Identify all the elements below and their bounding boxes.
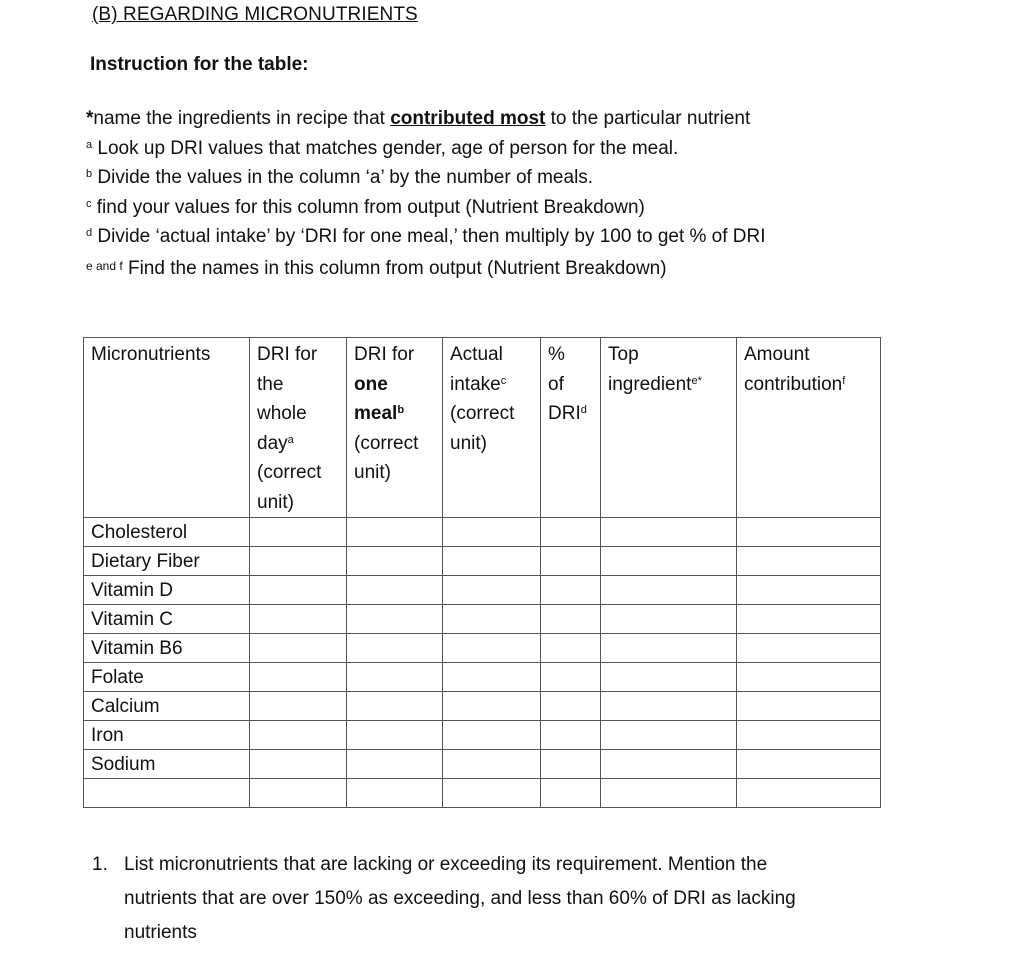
- question-1: [92, 848, 912, 950]
- table-row: [84, 634, 881, 663]
- empty-value-cell: [347, 547, 443, 576]
- empty-value-cell: [541, 663, 601, 692]
- empty-value-cell: [443, 634, 541, 663]
- nutrient-name-cell: Iron: [84, 721, 250, 750]
- header-percent-dri: % of DRI$^d$: [541, 338, 601, 518]
- empty-value-cell: [601, 634, 737, 663]
- empty-value-cell: [601, 663, 737, 692]
- empty-value-cell: [250, 634, 347, 663]
- table-row: [84, 779, 881, 808]
- instruction-title: Instruction for the table:: [90, 54, 309, 75]
- empty-value-cell: [601, 547, 737, 576]
- empty-value-cell: [443, 750, 541, 779]
- instruction-text: find your values for this column from output (Nutrient Breakdown): [91, 196, 645, 218]
- empty-value-cell: [250, 663, 347, 692]
- empty-value-cell: [541, 576, 601, 605]
- header-amount-contribution: Amount contribution$^f$: [737, 338, 881, 518]
- empty-value-cell: [443, 692, 541, 721]
- nutrient-name-cell: Dietary Fiber: [84, 547, 250, 576]
- empty-value-cell: [601, 721, 737, 750]
- nutrient-name-cell: Vitamin C: [84, 605, 250, 634]
- header-micronutrients: Micronutrients: [84, 338, 250, 518]
- table-row: [84, 518, 881, 547]
- table-row: [84, 605, 881, 634]
- empty-value-cell: [347, 518, 443, 547]
- table-row: [84, 547, 881, 576]
- nutrient-name-cell: Folate: [84, 663, 250, 692]
- header-actual-intake: Actual intake$^c$ (correct unit): [443, 338, 541, 518]
- empty-value-cell: [443, 779, 541, 808]
- instruction-text: Look up DRI values that matches gender, age of person for the meal.: [92, 137, 679, 159]
- nutrient-name-cell: [84, 779, 250, 808]
- empty-value-cell: [250, 750, 347, 779]
- section-title: (B) REGARDING MICRONUTRIENTS: [92, 4, 418, 25]
- instruction-marker: e and f: [86, 258, 123, 273]
- instruction-text: name the ingredients in recipe that: [93, 108, 391, 129]
- empty-value-cell: [737, 634, 881, 663]
- empty-value-cell: [737, 547, 881, 576]
- instruction-item: [86, 104, 916, 134]
- empty-value-cell: [347, 779, 443, 808]
- nutrient-name-cell: Cholesterol: [84, 518, 250, 547]
- empty-value-cell: [601, 518, 737, 547]
- empty-value-cell: [443, 547, 541, 576]
- empty-value-cell: [443, 721, 541, 750]
- empty-value-cell: [737, 605, 881, 634]
- empty-value-cell: [541, 634, 601, 663]
- instruction-item: [86, 163, 916, 193]
- instruction-marker: b: [86, 168, 93, 181]
- empty-value-cell: [737, 692, 881, 721]
- header-dri-one-meal: DRI for one meal$^b$ (correct unit): [347, 338, 443, 518]
- empty-value-cell: [737, 663, 881, 692]
- empty-value-cell: [347, 605, 443, 634]
- instruction-emphasis: contributed most: [390, 108, 546, 129]
- empty-value-cell: [443, 663, 541, 692]
- empty-value-cell: [443, 518, 541, 547]
- instruction-text: Find the names in this column from output (Nutrient Breakdown): [122, 257, 667, 279]
- table-row: [84, 721, 881, 750]
- empty-value-cell: [601, 576, 737, 605]
- empty-value-cell: [541, 605, 601, 634]
- nutrient-name-cell: Vitamin D: [84, 576, 250, 605]
- micronutrient-table: [83, 337, 881, 808]
- empty-value-cell: [443, 576, 541, 605]
- table-row: [84, 663, 881, 692]
- nutrient-name-cell: Vitamin B6: [84, 634, 250, 663]
- table-row: [84, 692, 881, 721]
- empty-value-cell: [541, 547, 601, 576]
- nutrient-name-cell: Calcium: [84, 692, 250, 721]
- empty-value-cell: [601, 605, 737, 634]
- question-line: nutrients that are over 150% as exceeding, and less than 60% of DRI as lacking: [124, 888, 796, 909]
- instruction-item: [86, 222, 916, 252]
- empty-value-cell: [737, 721, 881, 750]
- empty-value-cell: [601, 692, 737, 721]
- empty-value-cell: [347, 576, 443, 605]
- empty-value-cell: [347, 634, 443, 663]
- empty-value-cell: [347, 692, 443, 721]
- empty-value-cell: [737, 518, 881, 547]
- empty-value-cell: [541, 750, 601, 779]
- empty-value-cell: [443, 605, 541, 634]
- instruction-marker: c: [86, 197, 92, 210]
- question-line: List micronutrients that are lacking or exceeding its requirement. Mention the: [124, 854, 768, 875]
- empty-value-cell: [347, 663, 443, 692]
- empty-value-cell: [250, 692, 347, 721]
- header-top-ingredient: Top ingredient$^{e*}$: [601, 338, 737, 518]
- instruction-text: to the particular nutrient: [545, 108, 751, 129]
- instruction-text: Divide the values in the column ‘a’ by the number of meals.: [92, 167, 594, 189]
- instruction-item: [86, 193, 916, 223]
- empty-value-cell: [250, 547, 347, 576]
- empty-value-cell: [347, 750, 443, 779]
- question-line: nutrients: [124, 922, 197, 943]
- empty-value-cell: [541, 721, 601, 750]
- empty-value-cell: [541, 692, 601, 721]
- empty-value-cell: [601, 779, 737, 808]
- table-row: [84, 750, 881, 779]
- instruction-list: [86, 104, 916, 284]
- empty-value-cell: [347, 721, 443, 750]
- header-dri-whole-day: DRI for the whole day$^a$ (correct unit): [250, 338, 347, 518]
- empty-value-cell: [250, 518, 347, 547]
- instruction-marker: a: [86, 138, 93, 151]
- question-text: [124, 848, 912, 950]
- question-number: 1.: [92, 854, 108, 875]
- empty-value-cell: [250, 605, 347, 634]
- nutrient-name-cell: Sodium: [84, 750, 250, 779]
- empty-value-cell: [250, 779, 347, 808]
- instruction-marker: *: [86, 108, 94, 129]
- empty-value-cell: [737, 576, 881, 605]
- instruction-item: [86, 252, 916, 284]
- table-header-row: [84, 338, 881, 518]
- table-row: [84, 576, 881, 605]
- empty-value-cell: [250, 721, 347, 750]
- empty-value-cell: [541, 518, 601, 547]
- empty-value-cell: [541, 779, 601, 808]
- empty-value-cell: [601, 750, 737, 779]
- empty-value-cell: [250, 576, 347, 605]
- instruction-marker: d: [86, 227, 93, 240]
- instruction-text: Divide ‘actual intake’ by ‘DRI for one meal,’ then multiply by 100 to get % of DRI: [92, 226, 766, 248]
- empty-value-cell: [737, 750, 881, 779]
- empty-value-cell: [737, 779, 881, 808]
- instruction-item: [86, 134, 916, 164]
- table-body: [84, 518, 881, 808]
